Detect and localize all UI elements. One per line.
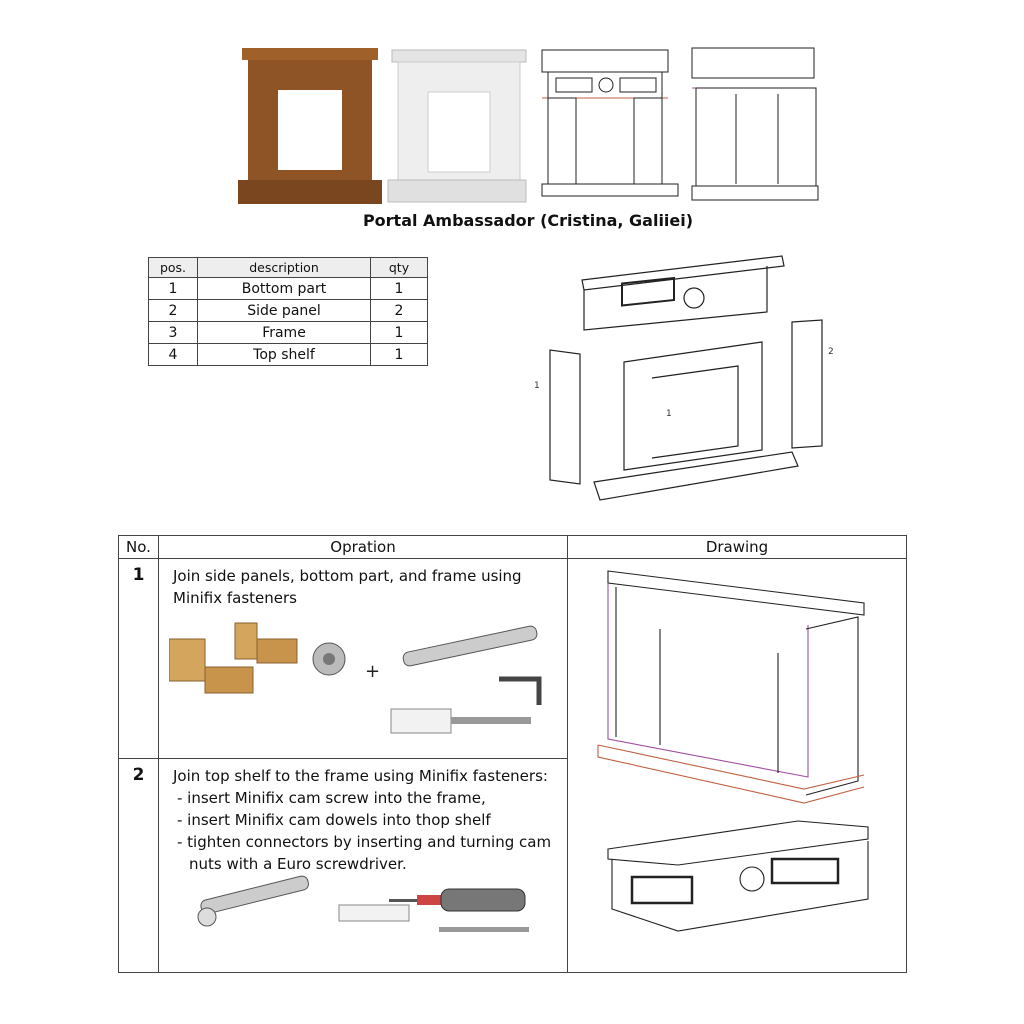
wooden-portal-image: [238, 48, 382, 204]
qty-cell: 1: [371, 344, 428, 366]
table-row: [149, 322, 428, 344]
dowel-insert-diagram: [391, 709, 531, 733]
description-cell: Frame: [198, 322, 371, 344]
wood-blocks-image: [169, 623, 297, 693]
header-pos: pos.: [149, 258, 198, 278]
minifix-fasteners-image: [169, 617, 559, 737]
assembled-frame-drawing: [598, 571, 864, 803]
parts-table: [148, 257, 428, 366]
portal-line-drawing-back: [692, 48, 818, 200]
portal-line-drawing-front: [542, 50, 678, 196]
step-number: 1: [119, 559, 159, 759]
callout-label: 1: [666, 409, 672, 419]
step-drawings: [568, 559, 906, 969]
step2-tools-image: [169, 875, 559, 945]
step-bullets: [173, 787, 559, 875]
qty-cell: 2: [371, 300, 428, 322]
cam-dowel-icon: [402, 625, 538, 667]
step-bullet: - insert Minifix cam screw into the frame,: [177, 789, 486, 807]
left-side-panel: [550, 350, 580, 484]
exploded-view-drawing: [522, 250, 842, 506]
pos-cell: 1: [149, 278, 198, 300]
table-row: [149, 300, 428, 322]
document-title: Portal Ambassador (Cristina, Galiiei): [362, 211, 694, 230]
callout-label: 1: [534, 381, 540, 391]
step-bullet: - insert Minifix cam dowels into thop shelf: [177, 811, 491, 829]
step-row: [119, 559, 907, 759]
header-description: description: [198, 258, 371, 278]
header-qty: qty: [371, 258, 428, 278]
right-side-panel: [792, 320, 822, 448]
step-number: 2: [119, 759, 159, 973]
cam-nut-icon: [313, 643, 345, 675]
parts-table-header: [149, 258, 428, 278]
cam-screw-icon: [198, 875, 310, 926]
step-bullet: - tighten connectors by inserting and turning cam nuts with a Euro screwdriver.: [177, 833, 552, 873]
pos-cell: 2: [149, 300, 198, 322]
description-cell: Top shelf: [198, 344, 371, 366]
description-cell: Bottom part: [198, 278, 371, 300]
frame-part: [624, 342, 762, 470]
table-row: [149, 344, 428, 366]
pos-cell: 4: [149, 344, 198, 366]
plus-sign: +: [365, 661, 381, 682]
step-text: Join top shelf to the frame using Minifix fasteners:: [173, 767, 548, 785]
header-operation: Opration: [159, 536, 568, 559]
frame-opening: [652, 366, 738, 458]
top-shelf-part: [582, 256, 784, 290]
description-cell: Side panel: [198, 300, 371, 322]
top-shelf-front: [584, 266, 767, 330]
steps-table-header: [119, 536, 907, 559]
drawing-cell: [568, 559, 907, 973]
steps-table: [118, 535, 907, 973]
step-operation: [159, 759, 568, 973]
header-no: No.: [119, 536, 159, 559]
top-shelf-drawing: [608, 821, 868, 931]
step-text: Join side panels, bottom part, and frame using Minifix fasteners: [173, 567, 522, 607]
qty-cell: 1: [371, 322, 428, 344]
callout-label: 2: [828, 347, 834, 357]
table-row: [149, 278, 428, 300]
white-portal-image: [388, 50, 526, 202]
pos-cell: 3: [149, 322, 198, 344]
step-operation: [159, 559, 568, 759]
allen-key-icon: [499, 679, 539, 705]
top-panel-circle: [684, 288, 704, 308]
qty-cell: 1: [371, 278, 428, 300]
header-drawing: Drawing: [568, 536, 907, 559]
product-images: [238, 44, 828, 209]
